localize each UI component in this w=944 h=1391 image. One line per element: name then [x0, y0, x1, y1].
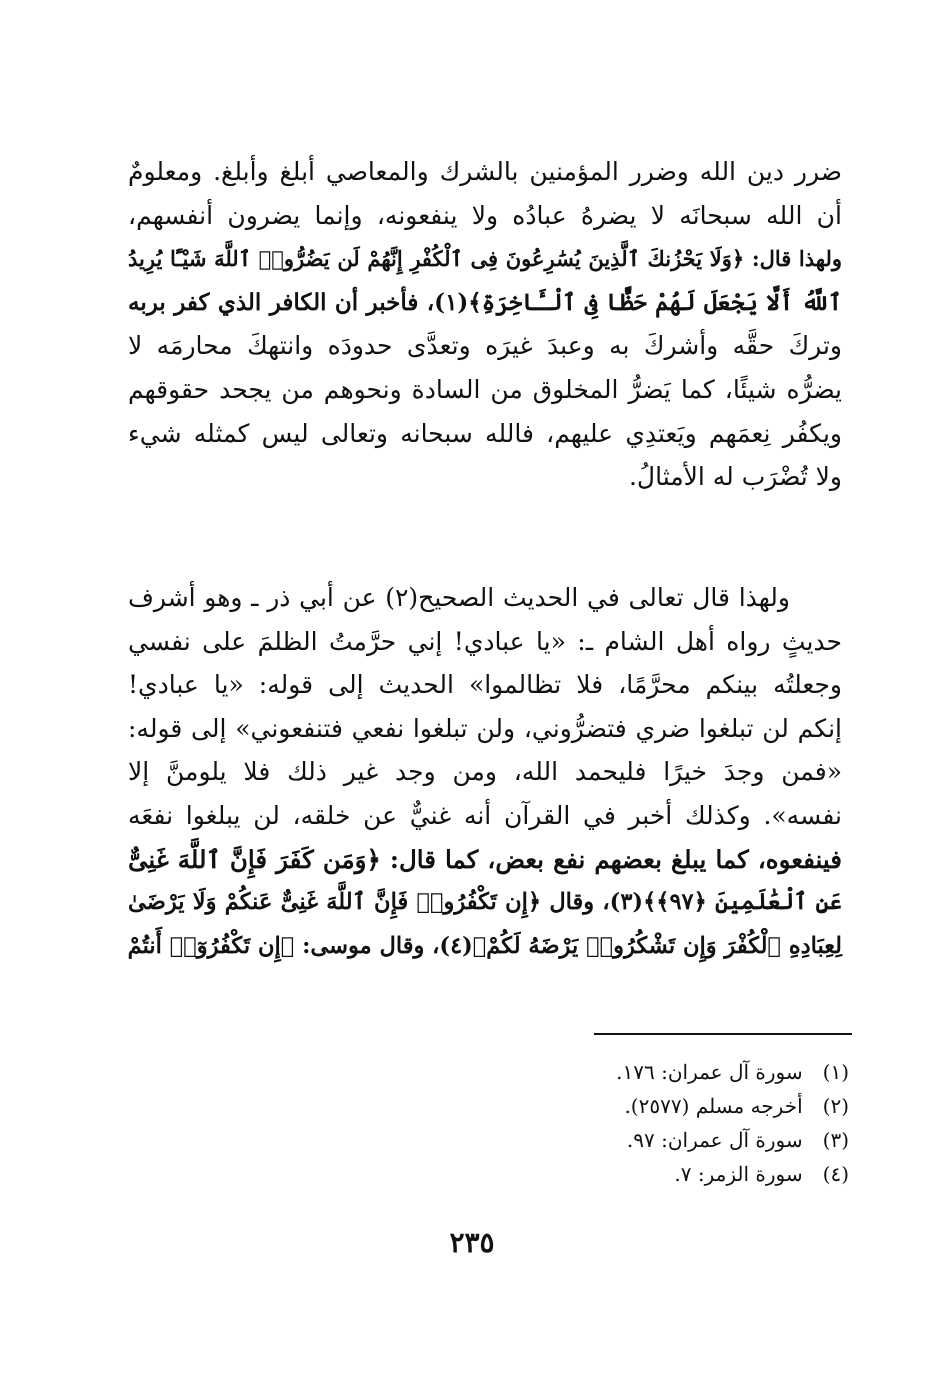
text-line: إنكم لن تبلغوا ضري فتضرُّوني، ولن تبلغوا نفعي فتنفعوني» إلى قوله: — [128, 713, 842, 743]
page-number: ٢٣٥ — [449, 1226, 495, 1259]
footnotes — [489, 1055, 849, 1191]
text-line: «فمن وجدَ خيرًا فليحمد الله، ومن وجد غير ذلك فلا يلومنَّ إلا — [128, 757, 842, 787]
footnote-separator — [594, 1033, 852, 1035]
footnote-text: سورة آل عمران: ١٧٦. — [616, 1060, 803, 1084]
footnote-item — [489, 1157, 849, 1191]
text-line-quran-verse: فينفعوه، كما يبلغ بعضهم نفع بعض، كما قال: ﴿وَمَن كَفَرَ فَإِنَّ ٱللَّهَ غَنِىٌّ — [128, 844, 842, 874]
text-line: يضرُّه شيئًا، كما يَضرُّ المخلوق من السادة ونحوهم من يجحد حقوقهم — [128, 374, 842, 404]
text-line: وتركَ حقَّه وأشركَ به وعبدَ غيرَه وتعدَّى حدودَه وانتهكَ محارمَه لا — [128, 331, 842, 361]
text-line-quran-verse: عَنِ ٱلْعَٰلَمِينَ ﴿٩٧﴾﴾(٣)، وقال ﴿إِن تَكْفُرُوا۟ فَإِنَّ ٱللَّهَ غَنِىٌّ عَنكُمْ وَلَا يَرْضَىٰ — [128, 889, 842, 916]
footnote-number: (٣) — [822, 1128, 849, 1152]
footnote-item — [489, 1055, 849, 1089]
footnote-number: (٤) — [822, 1162, 849, 1186]
text-line: ولا تُضْرَب له الأمثالُ. — [628, 462, 842, 492]
paragraph-2 — [128, 576, 842, 968]
text-line: وجعلتُه بينكم محرَّمًا، فلا تظالموا» الحديث إلى قوله: «يا عبادي! — [128, 670, 842, 700]
text-line: ويكفُر نِعمَهم ويَعتدِي عليهم، فالله سبحانه وتعالى ليس كمثله شيء — [128, 418, 842, 448]
text-line-quran-verse: ولهذا قال: ﴿وَلَا يَحْزُنكَ ٱلَّذِينَ يُسَٰرِعُونَ فِى ٱلْكُفْرِ إِنَّهُمْ لَن يَضُرُّوا۟ ٱللَّهَ شَيْـًٔا يُرِيدُ — [128, 246, 842, 272]
text-line-quran-verse: لِعِبَادِهِ ٱلْكُفْرَ وَإِن تَشْكُرُوا۟ يَرْضَهُ لَكُمْ﴾(٤)، وقال موسى: ﴿إِن تَكْفُرُوٓا۟ أَنتُمْ — [127, 932, 842, 959]
footnote-number: (٢) — [822, 1094, 849, 1118]
paragraph-1 — [128, 150, 842, 499]
text-line: ضرر دين الله وضرر المؤمنين بالشرك والمعاصي أبلغ وأبلغ. ومعلومٌ — [128, 157, 843, 186]
footnote-item — [489, 1123, 849, 1157]
text-line: أن الله سبحانَه لا يضرهُ عبادُه ولا ينفعونه، وإنما يضرون أنفسهم، — [128, 200, 842, 230]
footnote-text: سورة الزمر: ٧. — [674, 1162, 803, 1186]
footnote-text: أخرجه مسلم (٢٥٧٧). — [624, 1094, 803, 1118]
footnote-item — [489, 1089, 849, 1123]
text-line: نفسه». وكذلك أخبر في القرآن أنه غنيٌّ عن خلقه، لن يبلغوا نفعَه — [128, 800, 842, 830]
footnote-text: سورة آل عمران: ٩٧. — [626, 1128, 803, 1152]
text-line: ولهذا قال تعالى في الحديث الصحيح(٢) عن أبي ذر ـ وهو أشرف — [128, 583, 790, 612]
text-line: حديثٍ رواه أهل الشام ـ: «يا عبادي! إني حرَّمتُ الظلمَ على نفسي — [128, 626, 842, 656]
footnote-number: (١) — [822, 1060, 849, 1084]
text-line-quran-verse: ٱللَّهُ أَلَّا يَجْعَلَ لَهُمْ حَظًّا فِى ٱلْـَٔاخِرَةِ﴾(١)، فأخبر أن الكافر الذي كفر بربه — [128, 288, 842, 316]
